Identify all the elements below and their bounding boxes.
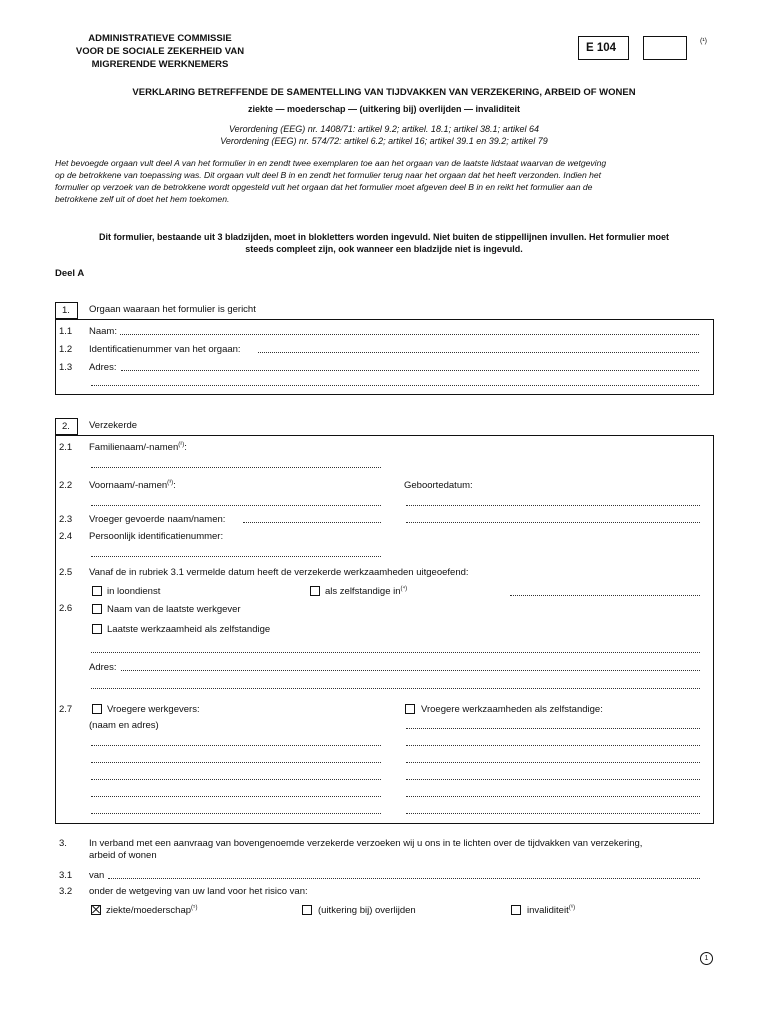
row-3-1-num: 3.1 xyxy=(59,870,73,881)
first-name-note: (³) xyxy=(167,480,174,486)
last-self-employment-label: Laatste werkzaamheid als zelfstandige xyxy=(107,624,271,635)
section1-number-box xyxy=(55,302,78,319)
intro-line-2: op de betrokkene van toepassing was. Dit orgaan vult deel B in en zendt het formulier terug naar het orgaan dat het heeft verzonden. Indien het xyxy=(55,170,602,180)
row-1-1-num: 1.1 xyxy=(59,326,73,337)
last-self-employment-checkbox[interactable] xyxy=(92,624,102,634)
former-employers-checkbox[interactable] xyxy=(92,704,102,714)
former-employers-field-4[interactable] xyxy=(91,796,381,797)
former-employers-field-3[interactable] xyxy=(91,779,381,780)
sickness-maternity-note: (⁵) xyxy=(191,905,198,911)
first-name-colon: : xyxy=(173,480,176,491)
sickness-maternity-label: ziekte/moederschap xyxy=(106,905,192,916)
surname-note: (²) xyxy=(178,442,185,448)
section3-line-1: In verband met een aanvraag van bovengenoemde verzekerde verzoeken wij u ons in te lichten over de tijdvakken van verzekering, xyxy=(89,838,643,849)
first-name-label: Voornaam/-namen xyxy=(89,480,168,491)
row-2-7-num: 2.7 xyxy=(59,704,73,715)
row-2-4-num: 2.4 xyxy=(59,531,73,542)
from-label: van xyxy=(89,870,105,881)
employed-label: in loondienst xyxy=(107,586,161,597)
first-name-field[interactable] xyxy=(91,505,381,506)
intro-line-4: betrokkene zelf uit of doet het hem toekomen. xyxy=(55,194,230,204)
self-employed-field[interactable] xyxy=(510,595,700,596)
part-label: Deel A xyxy=(55,268,85,279)
death-benefit-checkbox[interactable] xyxy=(302,905,312,915)
surname-colon: : xyxy=(184,442,187,453)
regulation-2: Verordening (EEG) nr. 574/72: artikel 6.2; artikel 16; artikel 39.1 en 39.2; artikel 79 xyxy=(220,136,548,146)
intro-line-3: formulier op verzoek van de betrokkene wordt opgesteld vult het orgaan dat het formulier moet afgeven deel B in en reikt het formulier aan de xyxy=(55,182,593,192)
from-field[interactable] xyxy=(108,878,700,879)
regulation-1: Verordening (EEG) nr. 1408/71: artikel 9.2; artikel. 18.1; artikel 38.1; artikel 64 xyxy=(229,124,539,134)
form-subtitle: ziekte — moederschap — (uitkering bij) overlijden — invaliditeit xyxy=(247,104,521,114)
institution-id-field[interactable] xyxy=(258,352,699,353)
surname-field[interactable] xyxy=(91,467,381,468)
former-employers-sub: (naam en adres) xyxy=(89,720,159,731)
former-name-field-2[interactable] xyxy=(406,522,700,523)
commission-line-2: VOOR DE SOCIALE ZEKERHEID VAN xyxy=(75,46,245,57)
row-2-2-num: 2.2 xyxy=(59,480,73,491)
surname-label: Familienaam/-namen xyxy=(89,442,179,453)
self-employed-note: (⁴) xyxy=(400,586,408,592)
row-2-2-label-wrap xyxy=(89,480,176,491)
former-employers-field-1[interactable] xyxy=(91,745,381,746)
sickness-maternity-label-wrap xyxy=(106,905,198,916)
invalidity-note: (⁶) xyxy=(568,905,576,911)
notice-line-1: Dit formulier, bestaande uit 3 bladzijden, moet in blokletters worden ingevuld. Niet buiten de stippellijnen invullen. Het formulier moet xyxy=(98,232,670,242)
employer-name-field[interactable] xyxy=(91,652,700,653)
employer-address-field-1[interactable] xyxy=(121,670,700,671)
row-2-3-num: 2.3 xyxy=(59,514,73,525)
section2-number-box xyxy=(55,418,78,435)
invalidity-label-wrap xyxy=(527,905,575,916)
former-employers-field-2[interactable] xyxy=(91,762,381,763)
former-self-employment-field-5[interactable] xyxy=(406,796,700,797)
self-employed-label: als zelfstandige in xyxy=(325,586,401,597)
form-code-note: (¹) xyxy=(700,38,707,45)
death-benefit-label: (uitkering bij) overlijden xyxy=(318,905,416,916)
former-self-employment-checkbox[interactable] xyxy=(405,704,415,714)
former-employers-field-5[interactable] xyxy=(91,813,381,814)
name-field[interactable] xyxy=(120,334,699,335)
last-employer-label: Naam van de laatste werkgever xyxy=(107,604,241,615)
invalidity-checkbox[interactable] xyxy=(511,905,521,915)
section1-title: Orgaan waaraan het formulier is gericht xyxy=(89,304,256,315)
self-employed-label-wrap xyxy=(325,586,407,597)
former-self-employment-field-6[interactable] xyxy=(406,813,700,814)
row-1-3-label: Adres: xyxy=(89,362,117,373)
address-field-2[interactable] xyxy=(91,385,699,386)
former-self-employment-label: Vroegere werkzaamheden als zelfstandige: xyxy=(421,704,603,715)
row-1-2-num: 1.2 xyxy=(59,344,73,355)
employed-checkbox[interactable] xyxy=(92,586,102,596)
form-title: VERKLARING BETREFFENDE DE SAMENTELLING VAN TIJDVAKKEN VAN VERZEKERING, ARBEID OF WONEN xyxy=(132,87,636,98)
notice-line-2: steeds compleet zijn, ook wanneer een bladzijde niet is ingevuld. xyxy=(245,244,523,254)
former-employers-label: Vroegere werkgevers: xyxy=(107,704,200,715)
self-employed-checkbox[interactable] xyxy=(310,586,320,596)
row-3-2-num: 3.2 xyxy=(59,886,73,897)
section3-line-2: arbeid of wonen xyxy=(89,850,157,861)
former-name-field-1[interactable] xyxy=(243,522,381,523)
last-employer-checkbox[interactable] xyxy=(92,604,102,614)
former-name-label: Vroeger gevoerde naam/namen: xyxy=(89,514,226,525)
section1-box xyxy=(55,319,714,395)
page-number: 1 xyxy=(700,952,713,965)
row-2-1-label-wrap xyxy=(89,442,187,453)
personal-id-label: Persoonlijk identificatienummer: xyxy=(89,531,224,542)
section3-number: 3. xyxy=(59,838,67,849)
sickness-maternity-checkbox[interactable] xyxy=(91,905,101,915)
activity-label: Vanaf de in rubriek 3.1 vermelde datum heeft de verzekerde werkzaamheden uitgeoefend: xyxy=(89,567,469,578)
section1-number: 1. xyxy=(62,305,70,316)
row-1-2-label: Identificatienummer van het orgaan: xyxy=(89,344,241,355)
former-self-employment-field-4[interactable] xyxy=(406,779,700,780)
former-self-employment-field-3[interactable] xyxy=(406,762,700,763)
birth-date-field[interactable] xyxy=(406,505,700,506)
intro-line-1: Het bevoegde orgaan vult deel A van het formulier in en zendt twee exemplaren toe aan het orgaan van de laatste lidstaat waarvan de wetgeving xyxy=(55,158,607,168)
row-1-1-label: Naam: xyxy=(89,326,117,337)
row-2-6-num: 2.6 xyxy=(59,603,73,614)
invalidity-label: invaliditeit xyxy=(527,905,569,916)
former-self-employment-field-1[interactable] xyxy=(406,728,700,729)
birth-date-label: Geboortedatum: xyxy=(404,480,473,491)
address-field-1[interactable] xyxy=(121,370,699,371)
form-code: E 104 xyxy=(586,42,617,54)
section2-number: 2. xyxy=(62,421,70,432)
row-1-3-num: 1.3 xyxy=(59,362,73,373)
form-blank-box[interactable] xyxy=(643,36,687,60)
section2-title: Verzekerde xyxy=(89,420,138,431)
commission-line-3: MIGRERENDE WERKNEMERS xyxy=(91,59,229,70)
former-self-employment-field-2[interactable] xyxy=(406,745,700,746)
employer-address-field-2[interactable] xyxy=(91,688,700,689)
commission-line-1: ADMINISTRATIEVE COMMISSIE xyxy=(88,33,232,44)
personal-id-field[interactable] xyxy=(91,556,381,557)
risk-label: onder de wetgeving van uw land voor het risico van: xyxy=(89,886,308,897)
row-2-5-num: 2.5 xyxy=(59,567,73,578)
row-2-1-num: 2.1 xyxy=(59,442,73,453)
employer-address-label: Adres: xyxy=(89,662,117,673)
form-code-box xyxy=(578,36,629,60)
